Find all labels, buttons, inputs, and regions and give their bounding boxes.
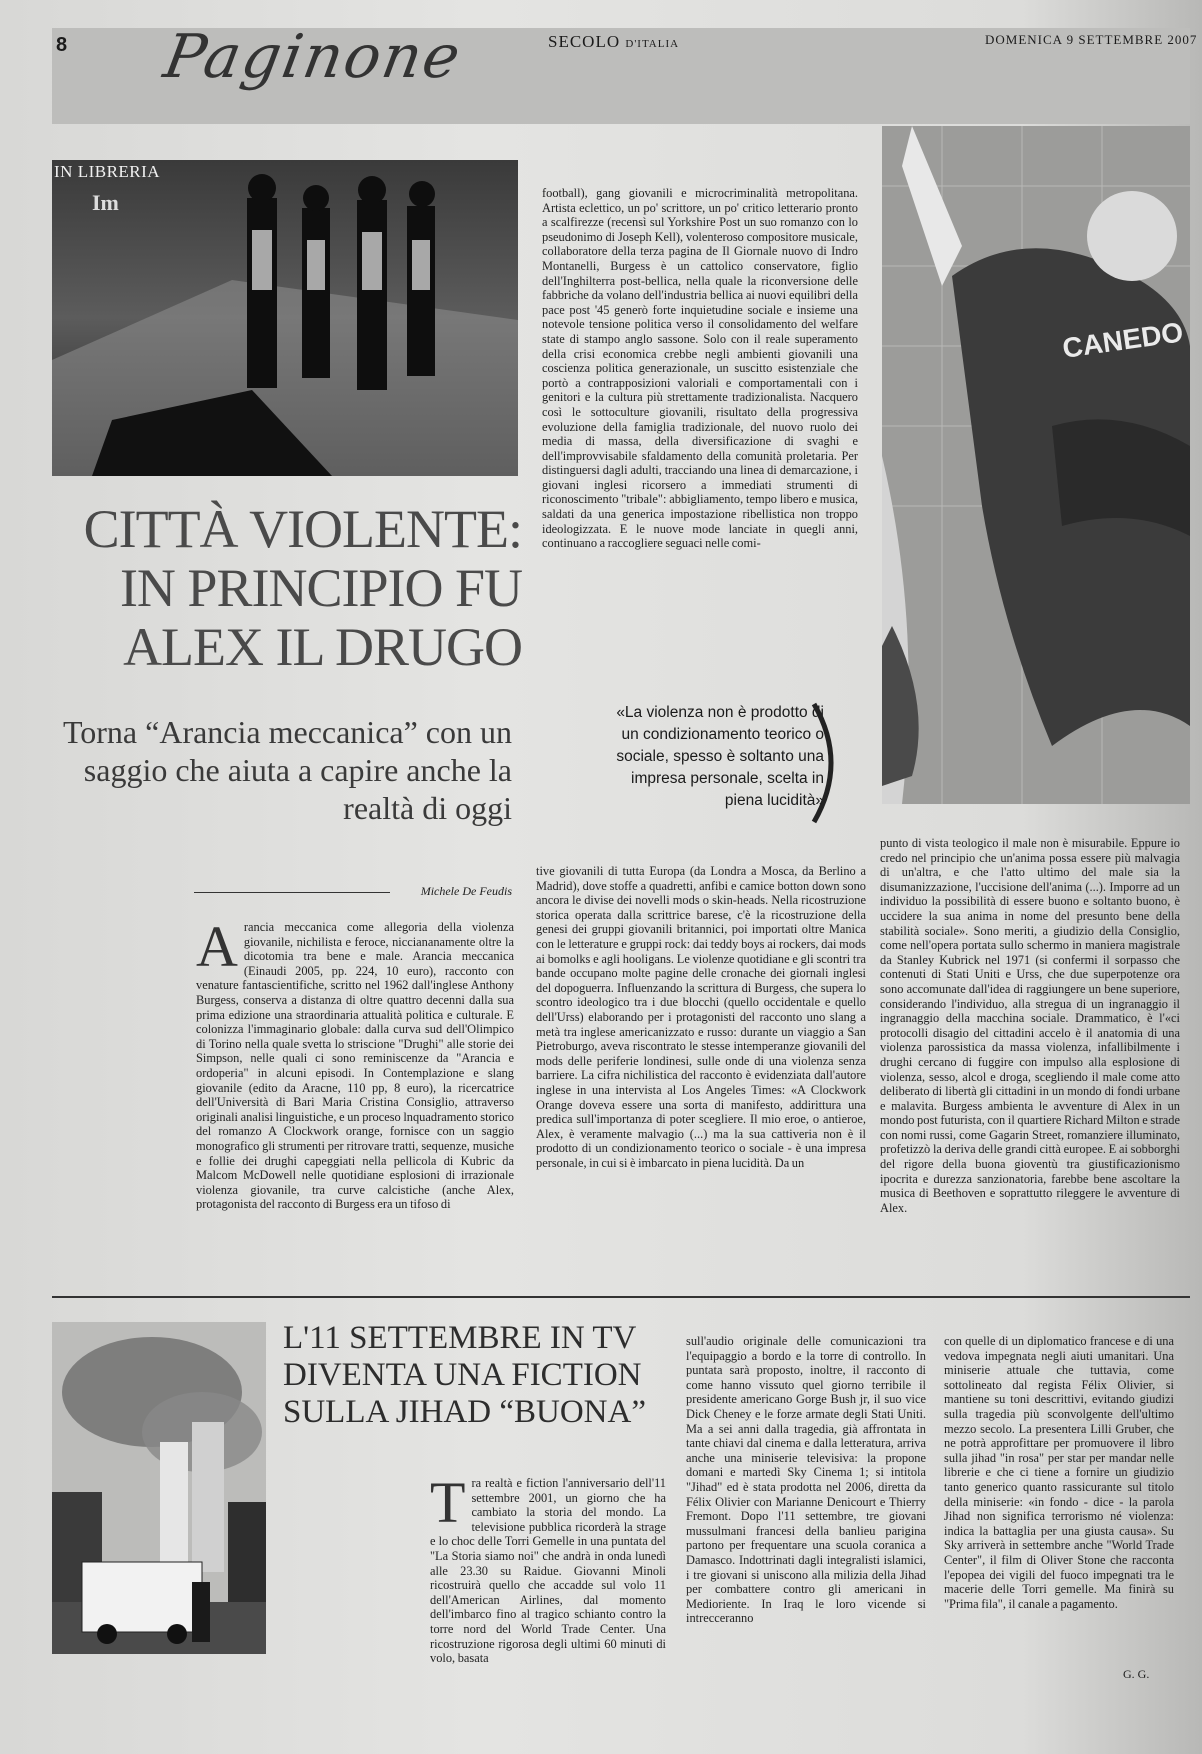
article2-col2-text: sull'audio originale delle comunicazioni tra l'equipaggio a bordo e la torre di controllo. In puntata sarà proposto, inoltre, il racconto di come hanno vissuto quel giorno terribile il presidente americano Gorge Bush jr, il suo vice Dick Cheney e le forze armate degli Stati Uniti. Ma a sei anni dalla tragedia, già affrontata in tante chiavi dal cinema e dalla letteratura, arriva anche una miniserie televisiva: la propone domani e martedì Sky Cinema 1; si intitola "Jihad" ed è stata prodotta nel 2006, diretta da Félix Olivier con Marianne Denicourt e Thierry Fremont. Dopo l'11 settembre, tre giovani mussulmani francesi della banlieu parigina partono per frequentare una scuola coranica a Damasco. Indottrinati dagli integralisti islamici, i tre giovani si uniscono alla milizia della Jihad per combattere contro gli americani in Medioriente. In Iraq le loro vicende si intrecceranno xyxy=(686,1334,926,1626)
jersey-text: CANEDO xyxy=(1060,316,1185,364)
quote-bracket xyxy=(808,700,850,826)
jacket-photo xyxy=(882,126,1190,804)
article1-column-3 xyxy=(536,864,866,1264)
svg-text:Im: Im xyxy=(92,190,119,215)
dateline: DOMENICA 9 SETTEMBRE 2007 xyxy=(985,32,1198,47)
twin-towers-photo xyxy=(52,1322,266,1654)
pull-quote: «La violenza non è prodotto di un condizionamento teorico o sociale, spesso è soltanto una impresa personale, scelta in piena lucidità» xyxy=(616,704,824,809)
section-title: Paginone xyxy=(158,22,468,92)
article1-col4-text: punto di vista teologico il male non è misurabile. Eppure io credo nel principio che un'anima possa essere più malvagia di un'altra, e che l'atto ultimo del male sia la disumanizzazione, l'uccisione dell'anima (...). Imporre ad un individuo la possibilità di essere buono e soltanto buono, è uccidere la sua anima in nome del presunto bene della stabilità sociale». Sono meriti, a giudizio della Consiglio, come nell'opera portata sullo schermo in maniera magistrale da Stanley Kubrick nel 1971 (si confermi il sorpasso che contenuti di Stati Uniti e Urss, che due superpotenze ora sono accomunate dall'idea di raggiungere un bene superiore, considerando l'individuo, alla stregua di un ingranaggio il ingranaggio della macchina sociale. Drammatico, è l'«ci protocolli disagio del cittadini accelo è il anatomia di una violenza parossistica da massa violenza, infallibilmente i drughi cercano di fuggire con impulso alla esplosione di violenza, sesso, alcol e droga, scegliendo il male come atto deliberato di libertà gli cittadini in un mondo di fondi urbane e malavita. Burgess ambienta le avventure di Alex in un mondo post futurista, con il quartiere Richard Milton e strade con nomi russi, come Gagarin Street, romanziere illuminato, profetizzò la deriva delle grandi città europee. E ai sobborghi del rigore della buona gioventù tra giustificazionismo ipocrita e durezza sanzionatoria, farebbe bene ascoltare la musica di Beethoven e soprattutto rileggere le avventure di Alex. xyxy=(880,836,1180,1215)
article1-column-2 xyxy=(542,186,858,668)
article2-column-3 xyxy=(944,1334,1174,1664)
kicker-label: IN LIBRERIA xyxy=(54,162,161,181)
dropcap: A xyxy=(196,920,238,979)
masthead-suffix: D'ITALIA xyxy=(625,38,680,50)
article-subhead: Torna “Arancia meccanica” con un saggio che aiuta a capire anche la realtà di oggi xyxy=(62,714,512,826)
section-divider xyxy=(52,1296,1190,1298)
masthead-name: SECOLO xyxy=(548,32,621,51)
article-headline: CITTÀ VIOLENTE: IN PRINCIPIO FU ALEX IL DRUGO xyxy=(83,499,522,677)
article2-col1-text: ra realtà e fiction l'anniversario dell'11 settembre 2001, un giorno che ha cambiato la storia del mondo. La televisione pubblica ricorderà la strage e lo choc delle Torri Gemelle in una puntata del "La Storia siamo noi" che andrà in onda lunedì alle 23.30 su Raidue. Giovanni Minoli ricostruirà quello che accadde sul volo 11 dell'American Airlines, dal momento dell'imbarco fino al tragico schianto contro la torre nord del World Trade Center. Una ricostruzione rigorosa degli ultimi 60 minuti di volo, basata xyxy=(430,1476,666,1666)
byline: Michele De Feudis xyxy=(420,884,512,898)
masthead xyxy=(548,32,679,52)
article1-column-1 xyxy=(196,920,514,1264)
article2-col3-text: con quelle di un diplomatico francese e di una vedova impegnata negli aiuti umanitari. Una miniserie attuale che tuttavia, come sottolineato dal regista Félix Olivier, si mantiene su toni descrittivi, evitando giudizi sulla tragedia più sconvolgente dell'ultimo mezzo secolo. La presentera Lilli Gruber, che ne potrà approfittare per promuovere il libro sulla jihad "in rosa" per star per mandar nelle librerie e che ci tiene a fornire un giudizio tanto generico quanto rassicurante sul titolo della miniserie: «in fondo - dice - la parola Jihad non significa terrorismo né violenza: indica la battaglia per una giusta causa». Su Sky arriverà in settembre anche "World Trade Center", il film di Oliver Stone che racconta l'epopea dei vigili del fuoco impegnati tra le macerie delle Torri gemelle. Ma finirà su "Prima fila", il canale a pagamento. xyxy=(944,1334,1174,1611)
article2-column-2 xyxy=(686,1334,926,1700)
page-number: 8 xyxy=(56,34,68,56)
article2-headline: L'11 SETTEMBRE IN TV DIVENTA UNA FICTION SULLA JIHAD “BUONA” xyxy=(283,1320,646,1430)
dropcap-2: T xyxy=(430,1476,466,1535)
article1-col2-text: football), gang giovanili e microcriminalità metropolitana. Artista eclettico, un po' scrittore, un po' critico letterario pronto a scalfirezze (recensì sul Yorkshire Post un suo romanzo con lo pseudonimo di Joseph Kell), volenteroso compositore musicale, collaboratore della terza pagina de Il Giornale nuovo di Indro Montanelli, Burgess è un cattolico conservatore, figlio dell'Inghilterra post-bellica, nella quale la riconversione delle fabbriche da volano dell'industria bellica ai nuovi equilibri della pace post '45 generò forte inquietudine sociale e insieme una notevole tensione politica verso il consolidamento del welfare state di stampo anglo sassone. Solo con il reale superamento della crisi economica crebbe negli ambienti giovanili una coscienza politica generazionale, un suscitto esistenziale che portò a contrapposizioni valoriali e comportamentali con i genitori e la cultura più strettamente tradizionalista. Nacquero così le sottoculture giovanili, risultato della progressiva evoluzione della famiglia tradizionale, del nuovo ruolo dei media di massa, della diversificazione di svaghi e dell'improvvisabile sfaldamento della comunità proletaria. Per distinguersi dagli adulti, tracciando una linea di demarcazione, i giovani inglesi ricorsero a immediati strumenti di riconoscimento "tribale": abbigliamento, tempo libero e musica, saldati da una generica impostazione ribellistica non troppo ideologizzata. E le nuove mode lanciate in quegli anni, continuano a raccogliere seguaci nelle comi- xyxy=(542,186,858,551)
drughi-photo xyxy=(52,160,518,476)
article1-col3-text: tive giovanili di tutta Europa (da Londra a Mosca, da Berlino a Madrid), dove stoffe a quadretti, anfibi e camice botton down sono ancora le divise dei novelli mods o skin-heads. Nella ricostruzione storica operata dalla scrittrice barese, c'è la ricostruzione della genesi dei gruppi giovanili britannici, poi importati oltre Manica con le letterature e gruppi rock: dai teddy boys ai rockers, dai mods ai bomolks e agli hooligans. Le violenze quotidiane e gli scontri tra bande occupano molte pagine delle cronache dei giornali inglesi del dopoguerra. Influenzando la scrittura di Burgess, che supera lo scontro ideologico tra i due blocchi (quello occidentale e quello dell'Urss) elaborando per i protagonisti del racconto uno slang a metà tra inglese americanizzato e russo: durante un viaggio a San Pietroburgo, aveva riscontrato le stesse intemperanze giovanili del mods delle periferie londinesi, sulle onde di una violenza senza barriere. La cifra nichilistica del racconto è evidenziata dall'autore inglese in una intervista al Los Angeles Times: «A Clockwork Orange doveva essere una sorta di manifesto, addirittura una predica sull'importanza di poter scegliere. Il mio eroe, o antieroe, Alex, è veramente malvagio (...) ma la sua cattiveria non è il prodotto di un condizionamento teorico o sociale - è una impresa personale, in cui si è imbarcato in piena lucidità. Da un xyxy=(536,864,866,1170)
article1-col1-text: rancia meccanica come allegoria della violenza giovanile, nichilista e feroce, nicciananamente oltre la dicotomia tra bene e male. Arancia meccanica (Einaudi 2005, pp. 224, 10 euro), racconto con venature fantascientifiche, scritto nel 1962 dall'inglese Anthony Burgess, conserva a distanza di oltre quattro decenni dalla sua prima edizione una straordinaria attualità politica e culturale. E colonizza l'immaginario globale: dalla curva sud dell'Olimpico di Torino nella quale svetta lo striscione "Drughi" alle storie dei Simpson, nelle quali ci sono reminiscenze da "Arancia e ordoperia" in alcuni episodi. In Contemplazione e slang giovanile (edito da Aracne, 110 pp, 8 euro), la ricercatrice dell'Università di Bari Maria Cristina Consiglio, attraverso originali analisi linguistiche, e un proceso lnquadramento storico del romanzo A Clockwork orange, fornisce con un saggio monografico gli strumenti per ritrovare tratti, sequenze, musiche e follie dei drughi capeggiati nella pellicola di Kubric da Malcom McDowell nelle quotidiane esplosioni di irrazionale violenza giovanile, tra curve calcistiche (anche Alex, protagonista del racconto di Burgess era un tifoso di xyxy=(196,920,514,1212)
article2-column-1 xyxy=(430,1476,666,1700)
article1-column-4 xyxy=(880,836,1180,1264)
author-initials: G. G. xyxy=(1123,1667,1150,1681)
